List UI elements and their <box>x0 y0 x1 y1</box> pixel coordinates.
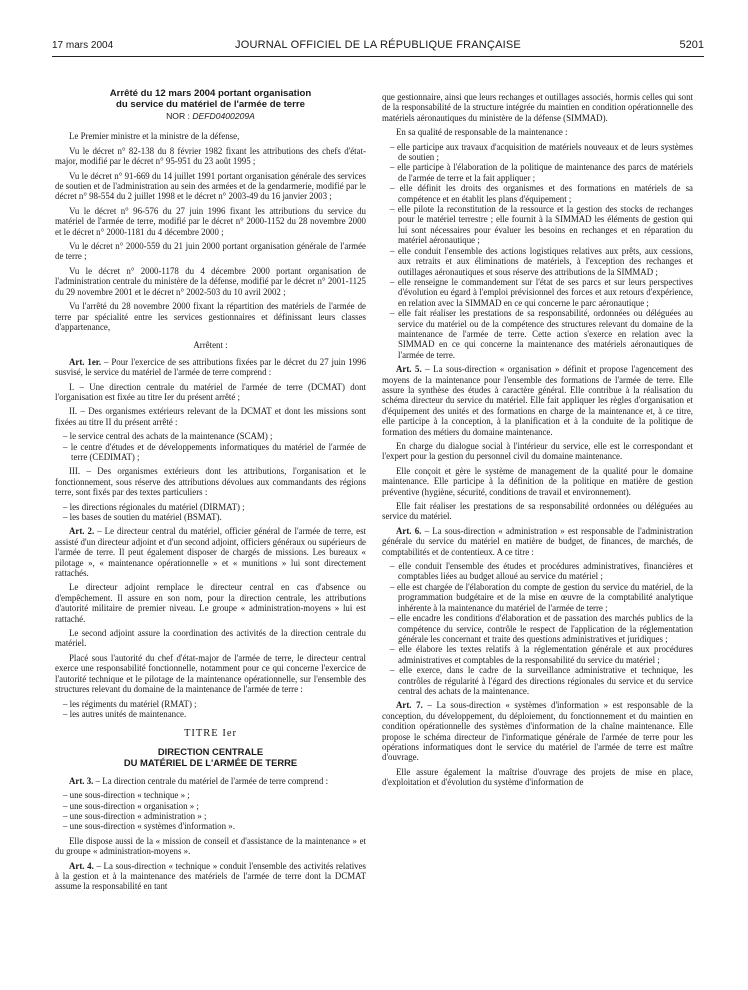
list-item: – elle exerce, dans le cadre de la surveillance administrative et technique, les contrôles de régularité à l'égard des directions régionales du service et du service central des achats de la maintenance. <box>390 665 693 696</box>
page-header <box>52 38 704 54</box>
list-item: – elle conduit l'ensemble des actions logistiques relatives aux prêts, aux cessions, aux retraits et aux éliminations de matériels, à l'exception des rechanges et outillages aéronautiques et sous réserve des attributions de la SIMMAD ; <box>390 245 693 277</box>
decree-title: Arrêté du 12 mars 2004 portant organisation du service du matériel de l'armée de terre <box>109 88 312 110</box>
article-7-paragraph: Elle assure également la maîtrise d'ouvrage des projets de mise en place, d'exploitation et d'évolution du système d'information de <box>382 766 693 788</box>
article-2: Art. 2. – Le directeur central du matériel, officier général de l'armée de terre, est assisté d'un directeur adjoint et d'un second adjoint, officiers généraux ou supérieurs de l'armée de terre. Il peut également disposer de chargés de missions. Les bureaux « pilotage », « maintenance opérationnelle » et « munitions » lui sont directement rattachés. <box>55 526 366 579</box>
article-5-paragraph: En charge du dialogue social à l'intérieur du service, elle est le correspondant et l'expert pour la gestion du personnel civil du domaine maintenance. <box>382 441 693 462</box>
list-item: – le service central des achats de la maintenance (SCAM) ; <box>63 431 273 442</box>
article-3: Art. 3. – La direction centrale du matériel de l'armée de terre comprend : <box>69 775 329 786</box>
titre-heading: TITRE Ier <box>183 728 238 740</box>
list-item: – elle fait réaliser les prestations de sa responsabilité, ordonnées ou déléguées au service du matériel ou de la compétence des structures relevant du domaine de la maintenance de l'armée de terre. Cette action s'exerce en relation avec la SIMMAD en ce qui concerne la maintenance des matériels aéronautiques de l'armée de terre. <box>390 308 693 360</box>
article-4: Art. 4. – La sous-direction « technique » conduit l'ensemble des activités relatives à la gestion et à la maintenance des matériels de l'armée de terre dont la DCMAT assume la responsabilité en tant <box>55 860 366 892</box>
list-item: – les autres unités de maintenance. <box>63 708 187 719</box>
vise: Le Premier ministre et la ministre de la défense, <box>69 131 240 142</box>
article-7: Art. 7. – La sous-direction « systèmes d'information » est responsable de la conception, du développement, du déploiement, du fonctionnement et du maintien en condition opérationnelle des systèmes d'information de la chaîne maintenance. Elle propose le schéma directeur de l'informatique générale de l'armée de terre pour les opérations informatiques dont le service du matériel de l'armée de terre est maître d'ouvrage. <box>382 700 693 763</box>
article-2-paragraph: Le directeur adjoint remplace le directeur central en cas d'absence ou d'empêchement. Il assure en son nom, pour la direction centrale, les attributions d'autorité militaire de premier niveau. Le groupe « administration-moyens » lui est rattaché. <box>55 582 366 624</box>
article-5: Art. 5. – La sous-direction « organisation » définit et propose l'agencement des moyens de la maintenance pour l'ensemble des formations de l'armée de terre. Elle assure la synthèse des études à caractère général. Elle contribue à la réalisation du schéma directeur du service du matériel. Elle fait appliquer les règles d'organisation et d'équipement des unités et des formations en charge de la maintenance et, à ce titre, elle participe à la conception, à la planification et à la conduite de la politique de formation des métiers du domaine maintenance. <box>382 364 693 437</box>
list-item: – elle élabore les textes relatifs à la réglementation générale et aux procédures administratives et comptables de la responsabilité du service du matériel ; <box>390 644 693 665</box>
list-item: – elle définit les droits des organismes et des formations en matériels de sa compétence et en établit les plans d'équipement ; <box>390 183 693 204</box>
list-item: – le centre d'études et de développements informatiques du matériel de l'armée de terre (CEDIMAT) ; <box>63 441 366 462</box>
article-1-list-iii <box>55 502 366 523</box>
vise: Vu le décret n° 91-669 du 14 juillet 1991 portant organisation générale des services de soutien et de l'administration au sein des armées et de la gendarmerie, modifié par le décret n° 98-554 du 2 juillet 1998 et le décret n° 2003-49 du 16 janvier 2003 ; <box>55 170 366 202</box>
list-item: – les directions régionales du matériel (DIRMAT) ; <box>63 501 245 512</box>
article-1-part-i: I. – Une direction centrale du matériel de l'armée de terre (DCMAT) dont l'organisation est fixée au titre Ier du présent arrêté ; <box>55 381 366 402</box>
list-item: – elle encadre les conditions d'élaboration et de passation des marchés publics de la compétence du service, contrôle le respect de l'application de la réglementation générale les concernant et traite des questions administratives et juridiques ; <box>390 613 693 644</box>
article-4-list <box>382 142 693 361</box>
page-number: 5201 <box>679 39 704 51</box>
article-6: Art. 6. – La sous-direction « administration » est responsable de l'administration générale du service du matériel en matière de budget, de finances, de marchés, de comptabilités et de contentieux. A ce titre : <box>382 525 693 557</box>
vise: Vu le décret n° 82-138 du 8 février 1982 fixant les attributions des chefs d'état-major, modifié par le décret n° 95-951 du 23 août 1995 ; <box>55 145 366 167</box>
list-item: – elle est chargée de l'élaboration du compte de gestion du service du matériel, de la programmation budgétaire et de la mise en œuvre de la comptabilité analytique inhérente à la maintenance du matériel de l'armée de terre ; <box>390 581 693 613</box>
article-2-paragraph: Le second adjoint assure la coordination des activités de la direction centrale du matériel. <box>55 628 366 649</box>
article-2-list <box>55 699 366 720</box>
list-item: – les régiments du matériel (RMAT) ; <box>63 698 197 709</box>
list-item: – elle participe à l'élaboration de la politique de maintenance des parcs de matériels de l'armée de terre et la fait appliquer ; <box>390 162 693 183</box>
article-6-list <box>382 561 693 696</box>
vise: Vu le décret n° 2000-559 du 21 juin 2000 portant organisation générale de l'armée de terre ; <box>55 241 366 262</box>
article-5-paragraph: Elle conçoit et gère le système de management de la qualité pour le domaine maintenance. Elle participe à la définition de la politique en matière de gestion préventive (hygiène, sécurité, conditions de travail et environnement). <box>382 465 693 497</box>
article-4-paragraph: En sa qualité de responsable de la maintenance : <box>396 127 568 138</box>
nor-code: DEFD0400209A <box>192 111 255 121</box>
vise: Vu le décret n° 2000-1178 du 4 décembre 2000 portant organisation de l'administration centrale du ministère de la défense, modifié par le décret n° 2001-1125 du 29 novembre 2001 et le décret n° 2002-503 du 10 avril 2002 ; <box>55 265 366 297</box>
journal-title: JOURNAL OFFICIEL DE LA RÉPUBLIQUE FRANÇAISE <box>235 39 521 51</box>
article-1: Art. 1er. – Pour l'exercice de ses attributions fixées par le décret du 27 juin 1996 susvisé, le service du matériel de l'armée de terre comprend : <box>55 356 366 378</box>
left-column <box>55 88 366 896</box>
nor-reference: NOR : DEFD0400209A <box>166 111 255 121</box>
article-1-list-ii <box>55 431 366 462</box>
issue-date: 17 mars 2004 <box>52 40 114 51</box>
article-4-continued: que gestionnaire, ainsi que leurs rechanges et outillages associés, hormis celles qui sont de la responsabilité de la structure intégrée du maintien en condition opérationnelle des matériels aéronautiques du ministère de la défense (SIMMAD). <box>382 92 693 123</box>
header-rule <box>52 56 704 57</box>
article-1-part-ii: II. – Des organismes extérieurs relevant de la DCMAT et dont les missions sont fixées au titre II du présent arrêté : <box>55 406 366 427</box>
article-3-paragraph: Elle dispose aussi de la « mission de conseil et d'assistance de la maintenance » et du groupe « administration-moyens ». <box>55 835 366 857</box>
right-column <box>382 92 693 792</box>
list-item: – une sous-direction « organisation » ; <box>63 800 199 811</box>
list-item: – une sous-direction « administration » ; <box>63 810 207 821</box>
titre-subheading: DIRECTION CENTRALE DU MATÉRIEL DE L'ARMÉE DE TERRE <box>123 745 298 768</box>
article-1-part-iii: III. – Des organismes extérieurs dont les attributions, l'organisation et le fonctionnement, sous réserve des attributions dévolues aux commandants des régions terre, sont fixés par des textes particuliers : <box>55 466 366 498</box>
list-item: – elle pilote la reconstitution de la ressource et la gestion des stocks de rechanges pour le matériel terrestre ; elle fournit à la SIMMAD les éléments de gestion qui lui sont nécessaires pour évaluer les besoins en rechanges et en réparation du matériel aéronautique ; <box>390 204 693 246</box>
article-2-paragraph: Placé sous l'autorité du chef d'état-major de l'armée de terre, le directeur central exerce une responsabilité fonctionnelle, notamment pour ce qui concerne l'exercice de l'autorité technique et le pilotage de la maintenance opérationnelle, sur l'ensemble des structures relevant du domaine de la maintenance de l'armée de terre : <box>55 652 366 695</box>
list-item: – elle conduit l'ensemble des études et procédures administratives, financières et comptables liées au budget alloué au service du matériel ; <box>390 561 693 582</box>
list-item: – les bases de soutien du matériel (BSMAT). <box>63 512 222 522</box>
vise: Vu l'arrêté du 28 novembre 2000 fixant la répartition des matériels de l'armée de terre par spécialité entre les services gestionnaires et définissant leurs classes d'appartenance, <box>55 301 366 332</box>
list-item: – elle participe aux travaux d'acquisition de matériels nouveaux et de leurs systèmes de soutien ; <box>390 141 693 163</box>
arretent: Arrêtent : <box>193 340 228 351</box>
article-3-list <box>55 790 366 832</box>
article-5-paragraph: Elle fait réaliser les prestations de sa responsabilité ordonnées ou déléguées au service du matériel. <box>382 501 693 522</box>
list-item: – elle renseigne le commandement sur l'état de ses parcs et sur leurs perspectives d'évolution eu égard à l'emploi prévisionnel des forces et aux retours d'expérience, en relation avec la SIMMAD en ce qui concerne le parc aéronautique ; <box>390 276 693 308</box>
vise: Vu le décret n° 96-576 du 27 juin 1996 fixant les attributions du service du matériel de l'armée de terre, modifié par le décret n° 2000-1152 du 28 novembre 2000 et le décret n° 2000-1181 du 4 décembre 2000 ; <box>55 205 366 237</box>
list-item: – une sous-direction « systèmes d'information ». <box>63 821 235 832</box>
list-item: – une sous-direction « technique » ; <box>63 790 190 801</box>
